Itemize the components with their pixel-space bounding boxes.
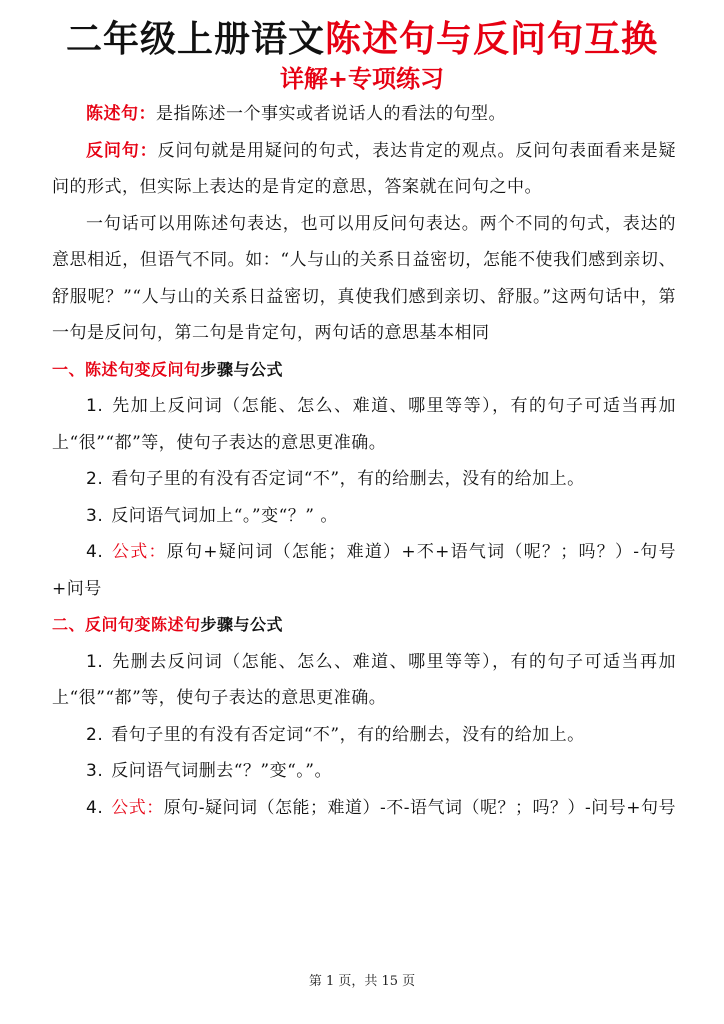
section2-step [52,790,676,827]
section1-step [52,498,676,535]
step-number: 1. [86,651,104,672]
declarative-term: 陈述句： [86,104,156,124]
document-body [52,96,676,826]
step-text: 反问语气词删去“？”变“。”。 [111,761,332,781]
formula-label: 公式： [111,797,164,818]
section1-step [52,388,676,461]
step-number: 4. [86,542,104,562]
section2-step [52,753,676,790]
step-text: 先删去反问词（怎能、怎么、难道、哪里等等），有的句子可适当再加上“很”“都”等，使句子表达的意思更准确。 [52,651,676,708]
section2-heading-red: 二、反问句变陈述句 [52,615,201,634]
section1-heading-red: 一、陈述句变反问句 [52,359,201,379]
step-number: 1. [86,396,104,416]
page-title [0,16,724,64]
step-text: 看句子里的有没有否定词“不”，有的给删去，没有的给加上。 [111,469,585,489]
page-subtitle: 详解+专项练习 [279,65,445,93]
rhetorical-text: 反问句就是用疑问的句式，表达肯定的观点。反问句表面看来是疑问的形式，但实际上表达的是肯定的意思，答案就在问句之中。 [52,140,676,197]
formula-text: 原句-疑问词（怎能；难道）-不-语气词（呢？；吗？）-问号+句号 [163,797,676,818]
step-number: 2. [86,469,104,489]
step-number: 4. [86,797,104,818]
explanation-paragraph: 一句话可以用陈述句表达，也可以用反问句表达。两个不同的句式，表达的意思相近，但语气不同。如：“人与山的关系日益密切，怎能不使我们感到亲切、舒服呢？”“人与山的关系日益密切，真使我们感到亲切、舒服。”这两句话中，第一句是反问句，第二句是肯定句，两句话的意思基本相同 [52,213,676,343]
step-number: 3. [86,761,104,781]
declarative-definition [52,96,676,133]
section1-step [52,461,676,498]
formula-label: 公式： [111,542,167,562]
formula-text: 原句+疑问词（怎能；难道）+不+语气词（呢？；吗？）-句号+问号 [52,542,677,599]
section-heading-1 [52,352,676,389]
section2-heading-black: 步骤与公式 [200,615,284,634]
title-red-part: 陈述句与反问句互换 [325,19,659,60]
step-number: 2. [86,724,104,745]
title-black-part: 二年级上册语文 [65,19,325,60]
step-text: 先加上反问词（怎能、怎么、难道、哪里等等），有的句子可适当再加上“很”“都”等，使句子表达的意思更准确。 [52,396,676,453]
section-heading-2 [52,607,676,644]
rhetorical-term: 反问句： [86,140,158,161]
step-number: 3. [86,505,104,526]
section1-step [52,534,676,607]
step-text: 反问语气词加上“。”变“？” 。 [111,505,338,526]
section1-heading-black: 步骤与公式 [200,359,284,379]
section2-step [52,717,676,754]
page-number: 第 1 页，共 15 页 [308,974,416,989]
step-text: 看句子里的有没有否定词“不”，有的给删去，没有的给加上。 [111,724,585,745]
section2-step [52,644,676,717]
declarative-text: 是指陈述一个事实或者说话人的看法的句型。 [156,104,506,124]
rhetorical-definition [52,133,676,206]
